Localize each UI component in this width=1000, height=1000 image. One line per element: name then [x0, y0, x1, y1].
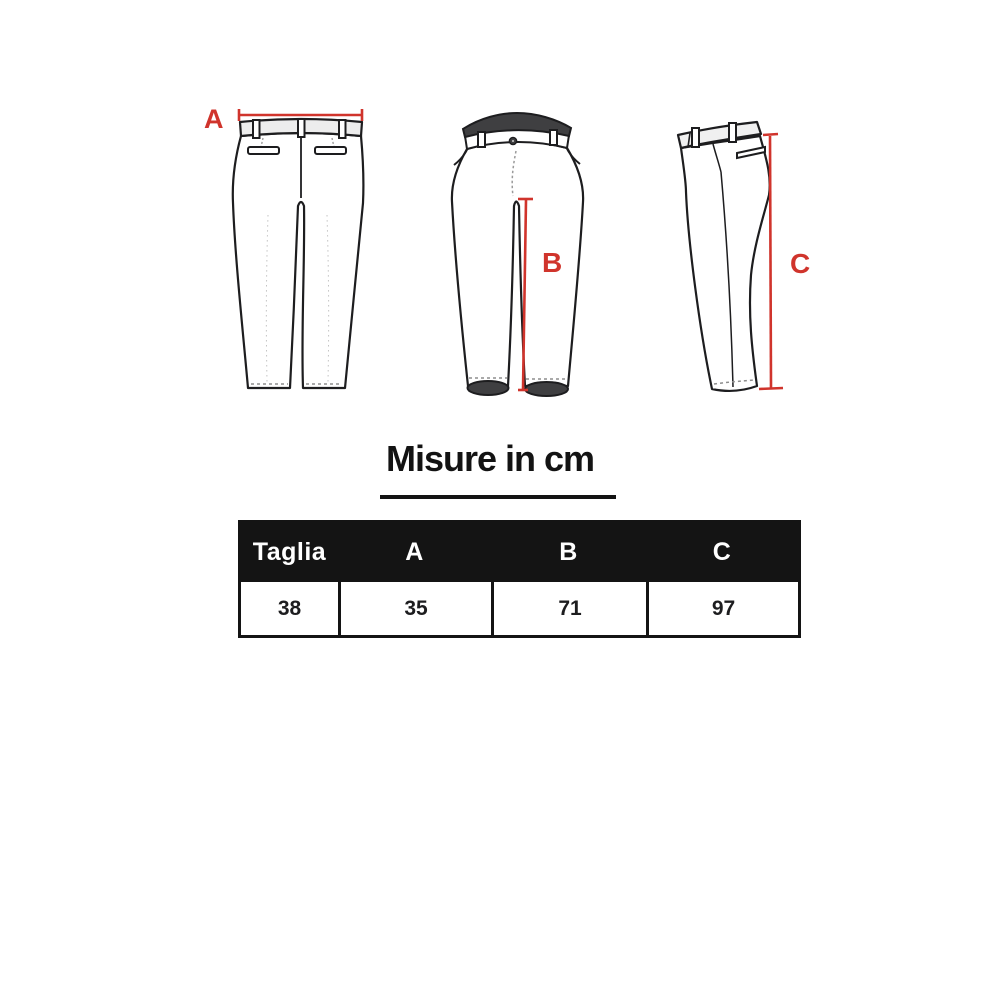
pants-back-view-drawing — [195, 95, 380, 415]
back-belt-loop-right — [339, 120, 346, 138]
title-underline — [380, 495, 616, 499]
cell-measure-c: 97 — [646, 582, 798, 635]
side-belt-loop-front — [692, 128, 699, 147]
front-belt-loop-right — [550, 130, 557, 145]
back-pocket-left — [248, 147, 279, 154]
back-pocket-right — [315, 147, 346, 154]
size-table-header-row — [241, 523, 798, 582]
header-cell-b: B — [559, 538, 578, 566]
pants-front-view-drawing — [425, 100, 605, 410]
cell-measure-a: 35 — [338, 582, 491, 635]
pants-back-body — [233, 133, 364, 388]
front-cuff-left — [468, 381, 509, 395]
pants-side-view-drawing — [650, 85, 825, 405]
front-cuff-right — [525, 382, 568, 396]
front-button-hole — [512, 140, 514, 142]
pants-front-body — [452, 141, 583, 386]
measure-a-label: A — [204, 104, 224, 134]
size-table — [238, 520, 801, 638]
header-cell-a: A — [405, 538, 424, 566]
back-belt-loop-left — [253, 120, 260, 138]
pants-side-body — [681, 136, 770, 391]
side-belt-loop-back — [729, 123, 736, 142]
measure-c-label: C — [790, 248, 811, 279]
header-cell-c: C — [712, 538, 732, 566]
back-belt-loop-center — [298, 119, 305, 137]
measure-b-label: B — [542, 247, 563, 278]
front-belt-loop-left — [478, 132, 485, 147]
page-title: Misure in cm — [385, 438, 595, 479]
size-table-data-row — [241, 582, 798, 635]
header-cell-taglia: Taglia — [252, 538, 327, 566]
cell-measure-b: 71 — [491, 582, 646, 635]
cell-size: 38 — [277, 596, 302, 620]
